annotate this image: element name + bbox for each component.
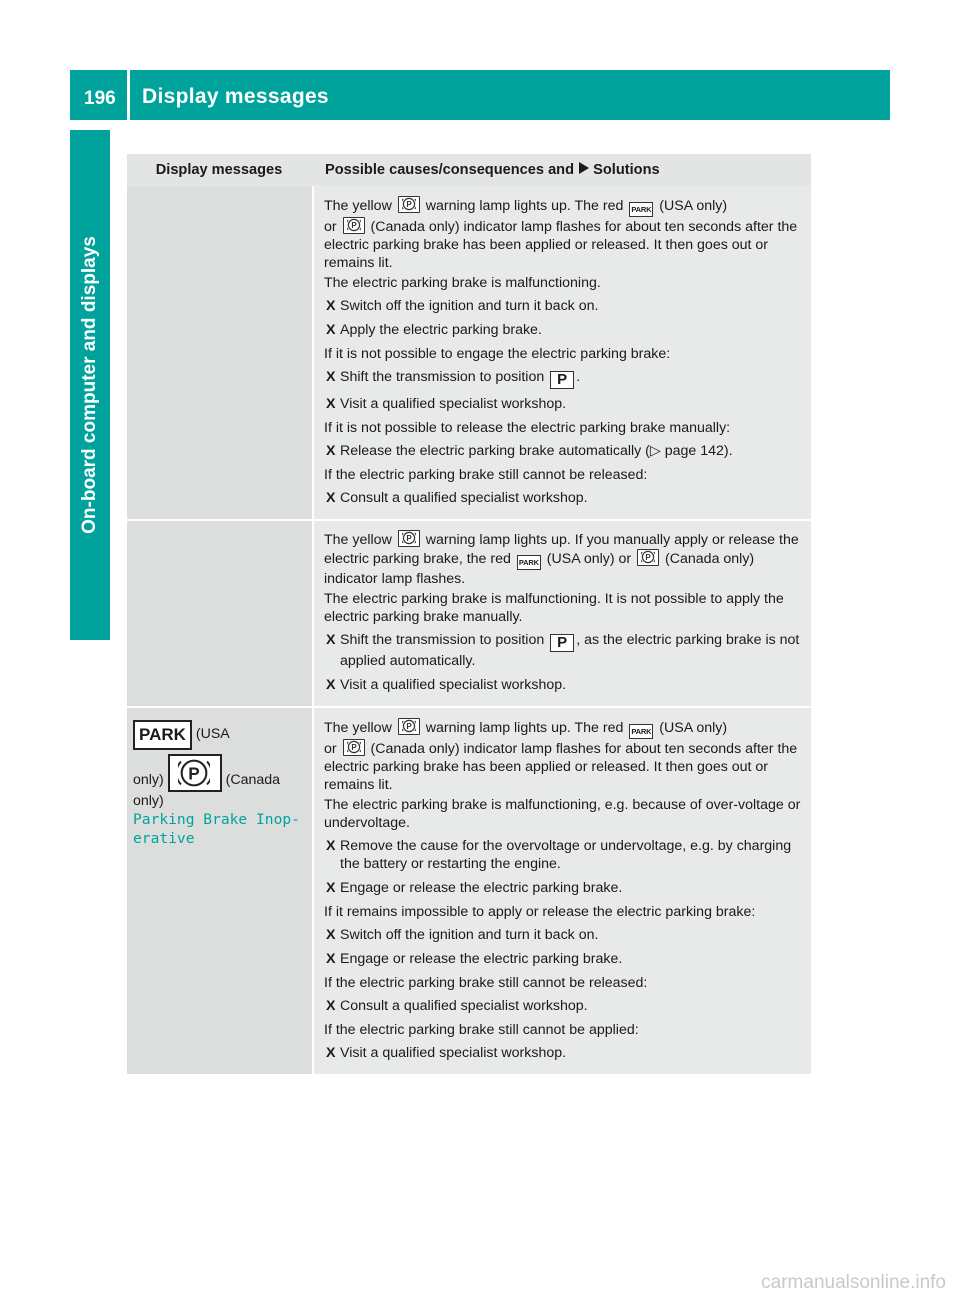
- svg-text:P: P: [406, 200, 412, 209]
- instruction-item: [324, 395, 805, 413]
- paragraph: If it remains impossible to apply or release the electric parking brake:: [324, 904, 756, 920]
- paragraph: [324, 530, 805, 588]
- instruction-item: [324, 837, 805, 873]
- instruction-x-icon: X: [326, 880, 336, 896]
- text: Shift the transmission to position: [340, 632, 549, 648]
- watermark: carmanualsonline.info: [761, 1272, 946, 1293]
- instruction-x-icon: X: [326, 632, 336, 648]
- instruction-item: [324, 1044, 805, 1062]
- solution-cell: [313, 707, 811, 1074]
- instruction-x-icon: X: [326, 322, 336, 338]
- parking-brake-p-icon: [398, 530, 420, 547]
- text: Visit a qualified specialist workshop.: [340, 1045, 567, 1061]
- instruction-item: [324, 879, 805, 897]
- message-cell-empty: [127, 520, 313, 707]
- text: Consult a qualified specialist workshop.: [340, 490, 588, 506]
- instruction-x-icon: X: [326, 369, 336, 385]
- paragraph: If the electric parking brake still cannot be released:: [324, 975, 648, 991]
- col-header-solutions-text: Possible causes/consequences and: [325, 162, 579, 178]
- chapter-label: On-board computer and displays: [79, 236, 100, 534]
- display-messages-table: [127, 154, 811, 1074]
- table-row: [127, 186, 811, 520]
- chapter-side-tab: [70, 130, 110, 640]
- paragraph: If the electric parking brake still cannot be applied:: [324, 1022, 639, 1038]
- paragraph: If it is not possible to release the electric parking brake manually:: [324, 420, 731, 436]
- svg-text:P: P: [406, 534, 412, 543]
- text: Apply the electric parking brake.: [340, 322, 542, 338]
- text: Engage or release the electric parking brake.: [340, 951, 623, 967]
- message-cell: [127, 707, 313, 1074]
- instruction-x-icon: X: [326, 298, 336, 314]
- park-lamp-large-icon: PARK: [133, 720, 192, 750]
- paragraph: [324, 718, 805, 794]
- text: or: [324, 741, 341, 757]
- text: The yellow: [324, 532, 396, 548]
- message-cell-empty: [127, 186, 313, 520]
- page-title: Display messages: [142, 85, 329, 108]
- parking-brake-p-icon: [637, 549, 659, 566]
- text: (Canada only) indicator lamp flashes.: [324, 551, 755, 587]
- table-row: [127, 520, 811, 707]
- text: (USA only) or: [542, 551, 636, 567]
- instruction-x-icon: X: [326, 396, 336, 412]
- instruction-item: [324, 321, 805, 339]
- paragraph: [324, 196, 805, 272]
- text: Consult a qualified specialist workshop.: [340, 998, 588, 1014]
- solution-cell: [313, 186, 811, 520]
- text: (USA: [191, 726, 230, 742]
- instruction-x-icon: X: [326, 998, 336, 1014]
- text: only): [133, 772, 168, 788]
- instruction-item: [324, 368, 805, 389]
- svg-text:P: P: [350, 743, 357, 752]
- instruction-x-icon: X: [326, 1045, 336, 1061]
- svg-text:P: P: [187, 763, 200, 784]
- text: warning lamp lights up. If you manually apply or release the electric parking brake, the red: [324, 532, 799, 567]
- instruction-item: [324, 926, 805, 944]
- text: (Canada: [221, 772, 281, 788]
- instruction-x-icon: X: [326, 490, 336, 506]
- text: (Canada only) indicator lamp flashes for about ten seconds after the electric parking brake has been applied or released. It then goes out or remains lit.: [324, 741, 798, 793]
- parking-brake-p-icon: [398, 196, 420, 213]
- instruction-x-icon: X: [326, 443, 336, 459]
- gear-position-p-icon: P: [550, 371, 574, 389]
- text: Release the electric parking brake automatically (▷ page 142).: [340, 443, 733, 459]
- text: (USA only): [655, 198, 728, 214]
- message-indicator-line: [133, 754, 306, 792]
- parking-brake-p-icon: [343, 217, 365, 234]
- page-number: 196: [84, 88, 116, 109]
- svg-text:P: P: [645, 553, 651, 562]
- solution-cell: [313, 520, 811, 707]
- text: Switch off the ignition and turn it back on.: [340, 927, 599, 943]
- instruction-x-icon: X: [326, 951, 336, 967]
- message-indicator-line: only): [133, 793, 164, 809]
- text: Visit a qualified specialist workshop.: [340, 677, 567, 693]
- text: , as the electric parking brake is not applied automatically.: [340, 632, 800, 669]
- page-header: [70, 70, 890, 120]
- text: warning lamp lights up. The red: [421, 720, 628, 736]
- park-lamp-icon: PARK: [629, 724, 653, 739]
- instruction-item: [324, 676, 805, 694]
- text: Switch off the ignition and turn it back on.: [340, 298, 599, 314]
- display-message-line: erative: [133, 830, 195, 847]
- text: Engage or release the electric parking brake.: [340, 880, 623, 896]
- svg-text:P: P: [350, 221, 357, 230]
- text: Visit a qualified specialist workshop.: [340, 396, 567, 412]
- instruction-item: [324, 297, 805, 315]
- text: The yellow: [324, 720, 396, 736]
- paragraph: The electric parking brake is malfunctioning, e.g. because of over-voltage or undervoltage.: [324, 797, 801, 831]
- instruction-x-icon: X: [326, 838, 336, 854]
- instruction-item: [324, 631, 805, 670]
- text: .: [576, 369, 581, 385]
- text: Remove the cause for the overvoltage or undervoltage, e.g. by charging the battery or restarting the engine.: [340, 838, 792, 872]
- parking-brake-p-large-icon: [168, 754, 222, 792]
- display-message-text: [133, 810, 306, 848]
- header-divider: [127, 70, 130, 120]
- col-header-solutions-suffix: Solutions: [589, 162, 660, 178]
- paragraph: If it is not possible to engage the electric parking brake:: [324, 346, 671, 362]
- instruction-x-icon: X: [326, 927, 336, 943]
- parking-brake-p-icon: [398, 718, 420, 735]
- text: (Canada only) indicator lamp flashes for about ten seconds after the electric parking brake has been applied or released. It then goes out or remains lit.: [324, 219, 798, 271]
- text: or: [324, 219, 341, 235]
- arrow-right-icon: [578, 162, 589, 178]
- text: (USA only): [655, 720, 728, 736]
- paragraph: The electric parking brake is malfunctioning. It is not possible to apply the electric parking brake manually.: [324, 591, 784, 625]
- text: warning lamp lights up. The red: [421, 198, 628, 214]
- gear-position-p-icon: P: [550, 634, 574, 652]
- text: The yellow: [324, 198, 396, 214]
- table-header-row: [127, 154, 811, 186]
- park-lamp-icon: PARK: [629, 202, 653, 217]
- col-header-solutions: [313, 154, 811, 186]
- svg-text:P: P: [406, 722, 412, 731]
- parking-brake-p-icon: [343, 739, 365, 756]
- table-row: [127, 707, 811, 1074]
- instruction-x-icon: X: [326, 677, 336, 693]
- instruction-item: [324, 997, 805, 1015]
- instruction-item: [324, 950, 805, 968]
- text: Shift the transmission to position: [340, 369, 549, 385]
- instruction-item: [324, 489, 805, 507]
- park-lamp-icon: PARK: [517, 555, 541, 570]
- paragraph: The electric parking brake is malfunctioning.: [324, 275, 601, 291]
- message-indicator-line: [133, 720, 306, 750]
- instruction-item: [324, 442, 805, 460]
- col-header-messages: Display messages: [127, 154, 313, 186]
- display-message-line: Parking Brake Inop‐: [133, 811, 300, 828]
- paragraph: If the electric parking brake still cannot be released:: [324, 467, 648, 483]
